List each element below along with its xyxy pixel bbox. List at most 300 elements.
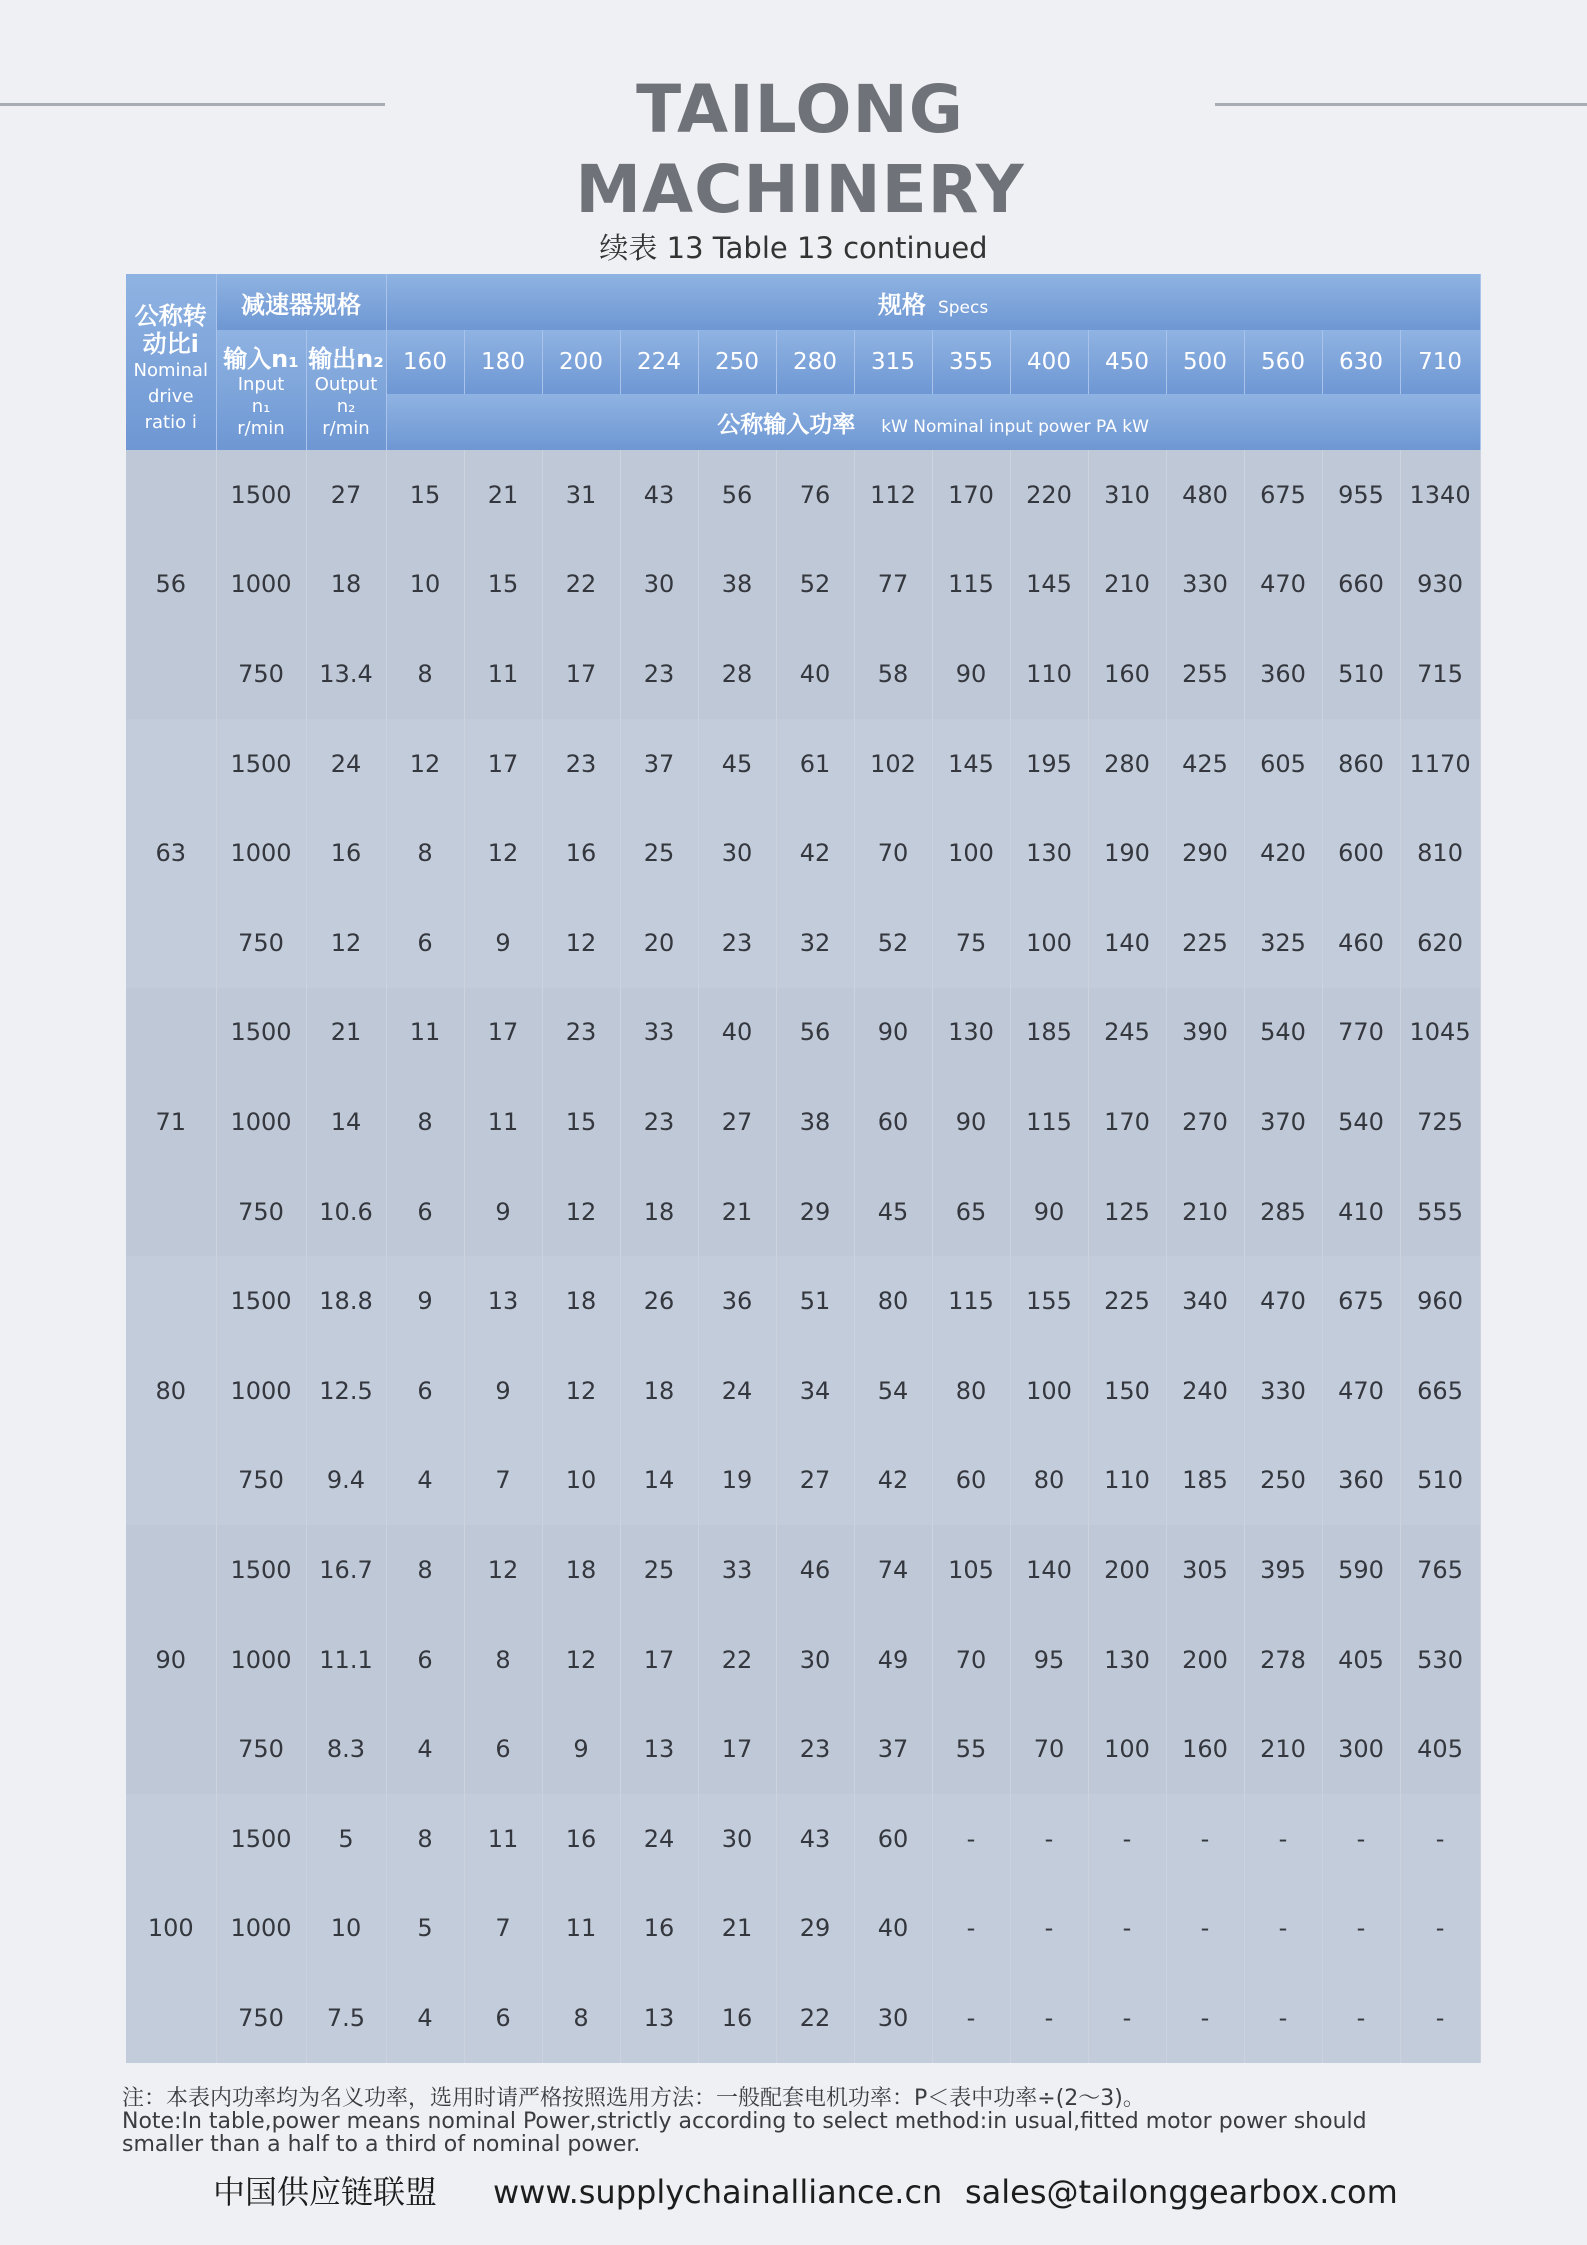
power-cell: 12 (386, 719, 464, 809)
power-cell: 220 (1010, 450, 1088, 540)
power-cell: 605 (1244, 719, 1322, 809)
power-cell: 590 (1322, 1525, 1400, 1615)
power-cell: 470 (1244, 1256, 1322, 1346)
power-cell: 30 (776, 1615, 854, 1705)
power-cell: - (1088, 1794, 1166, 1884)
power-cell: - (1166, 1973, 1244, 2063)
power-cell: - (1400, 1794, 1480, 1884)
power-cell: 70 (854, 808, 932, 898)
power-cell: 470 (1322, 1346, 1400, 1436)
header-output (306, 330, 386, 450)
power-cell: 100 (1088, 1704, 1166, 1794)
power-cell: - (1400, 1973, 1480, 2063)
power-cell: 6 (464, 1704, 542, 1794)
power-cell: 13 (620, 1704, 698, 1794)
power-cell: 460 (1322, 898, 1400, 988)
power-cell: 540 (1322, 1077, 1400, 1167)
footer-website-link[interactable]: www.supplychainalliance.cn (493, 2173, 943, 2211)
power-cell: 725 (1400, 1077, 1480, 1167)
input-speed-cell: 1500 (216, 719, 306, 809)
header-size: 280 (776, 330, 854, 394)
power-cell: 52 (854, 898, 932, 988)
power-cell: 19 (698, 1436, 776, 1526)
power-cell: 675 (1322, 1256, 1400, 1346)
power-cell: 250 (1244, 1436, 1322, 1526)
power-cell: 390 (1166, 988, 1244, 1078)
power-cell: 125 (1088, 1167, 1166, 1257)
table-row (126, 1794, 1480, 1884)
header-input (216, 330, 306, 450)
power-cell: - (1244, 1973, 1322, 2063)
power-cell: 410 (1322, 1167, 1400, 1257)
power-cell: 600 (1322, 808, 1400, 898)
power-cell: - (1244, 1794, 1322, 1884)
output-speed-cell: 7.5 (306, 1973, 386, 2063)
power-cell: 10 (386, 540, 464, 630)
power-cell: 325 (1244, 898, 1322, 988)
output-speed-cell: 11.1 (306, 1615, 386, 1705)
power-cell: 170 (1088, 1077, 1166, 1167)
table-body (126, 450, 1480, 2063)
table-row (126, 1615, 1480, 1705)
power-cell: 210 (1166, 1167, 1244, 1257)
power-cell: 660 (1322, 540, 1400, 630)
power-cell: 17 (698, 1704, 776, 1794)
ratio-cell: 56 (126, 450, 216, 719)
power-cell: 90 (1010, 1167, 1088, 1257)
note-en-1: Note:In table,power means nominal Power,strictly according to select method:in usual,fitted motor power should (122, 2109, 1367, 2134)
power-cell: 21 (698, 1167, 776, 1257)
power-cell: - (1088, 1884, 1166, 1974)
input-speed-cell: 1000 (216, 1346, 306, 1436)
ratio-cell: 100 (126, 1794, 216, 2063)
power-cell: 95 (1010, 1615, 1088, 1705)
power-cell: 90 (932, 629, 1010, 719)
power-cell: 8 (386, 1794, 464, 1884)
power-cell: 45 (854, 1167, 932, 1257)
header-ratio-cn: 公称转动比i (134, 302, 207, 358)
power-cell: 155 (1010, 1256, 1088, 1346)
power-cell: 12 (542, 898, 620, 988)
power-cell: 24 (620, 1794, 698, 1884)
power-cell: 6 (464, 1973, 542, 2063)
power-cell: 54 (854, 1346, 932, 1436)
header-size: 200 (542, 330, 620, 394)
power-cell: 100 (1010, 1346, 1088, 1436)
header-input-en-1: Input (237, 374, 285, 395)
power-cell: 23 (620, 629, 698, 719)
power-cell: - (932, 1794, 1010, 1884)
power-cell: 36 (698, 1256, 776, 1346)
power-cell: 195 (1010, 719, 1088, 809)
power-cell: 130 (1088, 1615, 1166, 1705)
input-speed-cell: 1500 (216, 1794, 306, 1884)
input-speed-cell: 750 (216, 898, 306, 988)
power-cell: - (1166, 1794, 1244, 1884)
power-cell: 280 (1088, 719, 1166, 809)
power-cell: 60 (854, 1077, 932, 1167)
power-cell: 9 (464, 1346, 542, 1436)
power-cell: 23 (698, 898, 776, 988)
header-power (386, 394, 1480, 450)
power-cell: 76 (776, 450, 854, 540)
note-en-2: smaller than a half to a third of nominal power. (122, 2132, 641, 2157)
power-cell: 16 (620, 1884, 698, 1974)
power-cell: 8 (386, 1077, 464, 1167)
header-size: 180 (464, 330, 542, 394)
header-size: 250 (698, 330, 776, 394)
power-cell: 11 (464, 629, 542, 719)
power-cell: 620 (1400, 898, 1480, 988)
power-cell: - (1166, 1884, 1244, 1974)
power-cell: 15 (542, 1077, 620, 1167)
power-cell: 105 (932, 1525, 1010, 1615)
output-speed-cell: 16 (306, 808, 386, 898)
power-cell: 18 (542, 1256, 620, 1346)
power-cell: 4 (386, 1436, 464, 1526)
power-cell: 30 (620, 540, 698, 630)
power-cell: 130 (932, 988, 1010, 1078)
power-cell: 715 (1400, 629, 1480, 719)
power-cell: 765 (1400, 1525, 1480, 1615)
power-cell: 115 (932, 1256, 1010, 1346)
power-cell: 330 (1166, 540, 1244, 630)
header-power-en: kW Nominal input power PA kW (881, 416, 1149, 437)
ratio-cell: 90 (126, 1525, 216, 1794)
power-cell: 8 (386, 629, 464, 719)
header-ratio (126, 274, 216, 450)
power-cell: 225 (1088, 1256, 1166, 1346)
power-cell: 6 (386, 1615, 464, 1705)
power-cell: 278 (1244, 1615, 1322, 1705)
output-speed-cell: 5 (306, 1794, 386, 1884)
power-cell: 960 (1400, 1256, 1480, 1346)
power-cell: 52 (776, 540, 854, 630)
output-speed-cell: 27 (306, 450, 386, 540)
power-cell: 75 (932, 898, 1010, 988)
power-cell: 60 (932, 1436, 1010, 1526)
ratio-cell: 63 (126, 719, 216, 988)
power-cell: 16 (542, 808, 620, 898)
power-cell: 860 (1322, 719, 1400, 809)
power-cell: 21 (698, 1884, 776, 1974)
table-row (126, 808, 1480, 898)
table-row (126, 1077, 1480, 1167)
power-cell: 140 (1010, 1525, 1088, 1615)
power-cell: - (1010, 1884, 1088, 1974)
power-cell: 13 (464, 1256, 542, 1346)
power-cell: - (932, 1973, 1010, 2063)
power-cell: - (1322, 1884, 1400, 1974)
power-cell: 305 (1166, 1525, 1244, 1615)
power-cell: 30 (854, 1973, 932, 2063)
power-cell: 24 (698, 1346, 776, 1436)
power-cell: 480 (1166, 450, 1244, 540)
power-cell: 80 (932, 1346, 1010, 1436)
power-cell: 9 (464, 898, 542, 988)
output-speed-cell: 18.8 (306, 1256, 386, 1346)
input-speed-cell: 1000 (216, 1884, 306, 1974)
power-cell: 190 (1088, 808, 1166, 898)
power-cell: 145 (932, 719, 1010, 809)
power-cell: 100 (1010, 898, 1088, 988)
power-cell: - (1010, 1973, 1088, 2063)
power-cell: 1045 (1400, 988, 1480, 1078)
power-cell: 770 (1322, 988, 1400, 1078)
power-cell: 9 (464, 1167, 542, 1257)
power-cell: 930 (1400, 540, 1480, 630)
power-cell: 70 (1010, 1704, 1088, 1794)
power-cell: 29 (776, 1884, 854, 1974)
header-size: 630 (1322, 330, 1400, 394)
power-cell: 7 (464, 1436, 542, 1526)
power-cell: 17 (620, 1615, 698, 1705)
header-spec-group (216, 274, 386, 330)
power-cell: 6 (386, 1346, 464, 1436)
power-cell: 13 (620, 1973, 698, 2063)
power-cell: 38 (698, 540, 776, 630)
input-speed-cell: 1000 (216, 808, 306, 898)
header-power-cn: 公称输入功率 (717, 411, 856, 438)
power-cell: 395 (1244, 1525, 1322, 1615)
power-cell: 23 (542, 988, 620, 1078)
page-footer (0, 2170, 1587, 2214)
power-cell: 360 (1322, 1436, 1400, 1526)
power-cell: - (1244, 1884, 1322, 1974)
header-output-en-1: Output (314, 374, 378, 395)
power-cell: 17 (464, 719, 542, 809)
power-cell: - (1010, 1794, 1088, 1884)
output-speed-cell: 8.3 (306, 1704, 386, 1794)
power-cell: 102 (854, 719, 932, 809)
power-cell: 80 (1010, 1436, 1088, 1526)
power-cell: 160 (1166, 1704, 1244, 1794)
power-cell: 530 (1400, 1615, 1480, 1705)
input-speed-cell: 1500 (216, 1256, 306, 1346)
power-cell: - (932, 1884, 1010, 1974)
power-cell: 255 (1166, 629, 1244, 719)
table-row (126, 1256, 1480, 1346)
input-speed-cell: 750 (216, 1167, 306, 1257)
table-row (126, 629, 1480, 719)
header-output-en-2: n₂ (336, 396, 356, 417)
output-speed-cell: 16.7 (306, 1525, 386, 1615)
power-cell: 58 (854, 629, 932, 719)
power-cell: 110 (1010, 629, 1088, 719)
table-row (126, 898, 1480, 988)
power-cell: 16 (698, 1973, 776, 2063)
power-cell: 1170 (1400, 719, 1480, 809)
power-cell: 360 (1244, 629, 1322, 719)
power-cell: 43 (620, 450, 698, 540)
power-cell: 27 (698, 1077, 776, 1167)
header-size: 315 (854, 330, 932, 394)
power-cell: 12 (464, 1525, 542, 1615)
output-speed-cell: 9.4 (306, 1436, 386, 1526)
input-speed-cell: 1500 (216, 988, 306, 1078)
power-cell: 45 (698, 719, 776, 809)
table-row (126, 988, 1480, 1078)
power-cell: 32 (776, 898, 854, 988)
power-cell: 22 (776, 1973, 854, 2063)
power-cell: 5 (386, 1884, 464, 1974)
power-cell: 405 (1322, 1615, 1400, 1705)
power-cell: 17 (542, 629, 620, 719)
power-cell: 18 (620, 1346, 698, 1436)
power-cell: 510 (1322, 629, 1400, 719)
header-size: 355 (932, 330, 1010, 394)
power-cell: 29 (776, 1167, 854, 1257)
power-cell: 145 (1010, 540, 1088, 630)
power-cell: 14 (620, 1436, 698, 1526)
power-cell: 270 (1166, 1077, 1244, 1167)
input-speed-cell: 1000 (216, 540, 306, 630)
power-cell: 8 (542, 1973, 620, 2063)
power-cell: 540 (1244, 988, 1322, 1078)
power-cell: 38 (776, 1077, 854, 1167)
output-speed-cell: 10 (306, 1884, 386, 1974)
power-cell: 370 (1244, 1077, 1322, 1167)
power-cell: 42 (776, 808, 854, 898)
power-cell: 140 (1088, 898, 1166, 988)
power-cell: 8 (464, 1615, 542, 1705)
header-size: 450 (1088, 330, 1166, 394)
power-cell: 665 (1400, 1346, 1480, 1436)
power-cell: 955 (1322, 450, 1400, 540)
power-cell: 74 (854, 1525, 932, 1615)
power-cell: 15 (464, 540, 542, 630)
power-cell: 70 (932, 1615, 1010, 1705)
input-speed-cell: 1500 (216, 1525, 306, 1615)
power-cell: 9 (542, 1704, 620, 1794)
header-specs-en: Specs (937, 297, 989, 318)
power-table-container (126, 274, 1474, 2063)
power-cell: 40 (698, 988, 776, 1078)
table-row (126, 1436, 1480, 1526)
header-size: 560 (1244, 330, 1322, 394)
power-cell: 11 (386, 988, 464, 1078)
table-row (126, 1167, 1480, 1257)
power-cell: 30 (698, 808, 776, 898)
power-cell: 37 (620, 719, 698, 809)
power-cell: 42 (854, 1436, 932, 1526)
input-speed-cell: 750 (216, 1704, 306, 1794)
power-cell: 112 (854, 450, 932, 540)
output-speed-cell: 24 (306, 719, 386, 809)
power-table (126, 274, 1481, 2063)
power-cell: 200 (1166, 1615, 1244, 1705)
ratio-cell: 80 (126, 1256, 216, 1525)
brand-divider-right (1215, 103, 1587, 106)
power-cell: 90 (932, 1077, 1010, 1167)
power-cell: 470 (1244, 540, 1322, 630)
power-cell: 16 (542, 1794, 620, 1884)
power-cell: 9 (386, 1256, 464, 1346)
header-output-en-3: r/min (322, 418, 370, 439)
power-cell: 61 (776, 719, 854, 809)
power-cell: 8 (386, 1525, 464, 1615)
table-row (126, 1884, 1480, 1974)
power-cell: 240 (1166, 1346, 1244, 1436)
power-cell: 22 (542, 540, 620, 630)
power-cell: 21 (464, 450, 542, 540)
power-cell: 49 (854, 1615, 932, 1705)
power-cell: 130 (1010, 808, 1088, 898)
power-cell: 170 (932, 450, 1010, 540)
output-speed-cell: 10.6 (306, 1167, 386, 1257)
power-cell: 22 (698, 1615, 776, 1705)
power-cell: 23 (620, 1077, 698, 1167)
power-cell: 11 (464, 1077, 542, 1167)
power-cell: 56 (776, 988, 854, 1078)
power-cell: 34 (776, 1346, 854, 1436)
output-speed-cell: 12.5 (306, 1346, 386, 1436)
power-cell: 285 (1244, 1167, 1322, 1257)
power-cell: 310 (1088, 450, 1166, 540)
power-cell: 40 (776, 629, 854, 719)
brand-title: TAILONG MACHINERY (575, 71, 1025, 228)
power-cell: 51 (776, 1256, 854, 1346)
table-row (126, 450, 1480, 540)
power-cell: 17 (464, 988, 542, 1078)
header-ratio-en-1: Nominal (133, 360, 208, 381)
table-row (126, 1525, 1480, 1615)
header-size: 500 (1166, 330, 1244, 394)
power-cell: 18 (542, 1525, 620, 1615)
power-cell: 185 (1010, 988, 1088, 1078)
power-cell: 330 (1244, 1346, 1322, 1436)
note-cn: 注：本表内功率均为名义功率，选用时请严格按照选用方法：一般配套电机功率：P＜表中功率÷(2～3)。 (122, 2086, 1145, 2111)
output-speed-cell: 21 (306, 988, 386, 1078)
power-cell: 11 (464, 1794, 542, 1884)
power-cell: 12 (542, 1346, 620, 1436)
header-input-cn: 输入n₁ (223, 345, 299, 373)
power-cell: 340 (1166, 1256, 1244, 1346)
brand-header (0, 70, 1587, 228)
power-cell: 56 (698, 450, 776, 540)
output-speed-cell: 18 (306, 540, 386, 630)
power-cell: 555 (1400, 1167, 1480, 1257)
power-cell: 90 (854, 988, 932, 1078)
power-cell: 4 (386, 1973, 464, 2063)
header-ratio-en-3: ratio i (144, 412, 197, 433)
power-cell: 510 (1400, 1436, 1480, 1526)
power-cell: 11 (542, 1884, 620, 1974)
power-cell: 27 (776, 1436, 854, 1526)
power-cell: 20 (620, 898, 698, 988)
power-cell: 25 (620, 1525, 698, 1615)
power-cell: 77 (854, 540, 932, 630)
power-cell: - (1400, 1884, 1480, 1974)
input-speed-cell: 750 (216, 629, 306, 719)
power-cell: - (1088, 1973, 1166, 2063)
brand-divider-left (0, 103, 385, 106)
header-input-en-3: r/min (237, 418, 285, 439)
input-speed-cell: 1000 (216, 1615, 306, 1705)
footer-org: 中国供应链联盟 (213, 2173, 438, 2211)
header-size: 710 (1400, 330, 1480, 394)
power-cell: 60 (854, 1794, 932, 1884)
power-cell: 7 (464, 1884, 542, 1974)
power-cell: 37 (854, 1704, 932, 1794)
power-cell: 4 (386, 1704, 464, 1794)
power-cell: 33 (698, 1525, 776, 1615)
table-row (126, 1704, 1480, 1794)
power-cell: 6 (386, 898, 464, 988)
footer-email-link[interactable]: sales@tailonggearbox.com (965, 2173, 1398, 2211)
power-cell: 675 (1244, 450, 1322, 540)
output-speed-cell: 13.4 (306, 629, 386, 719)
